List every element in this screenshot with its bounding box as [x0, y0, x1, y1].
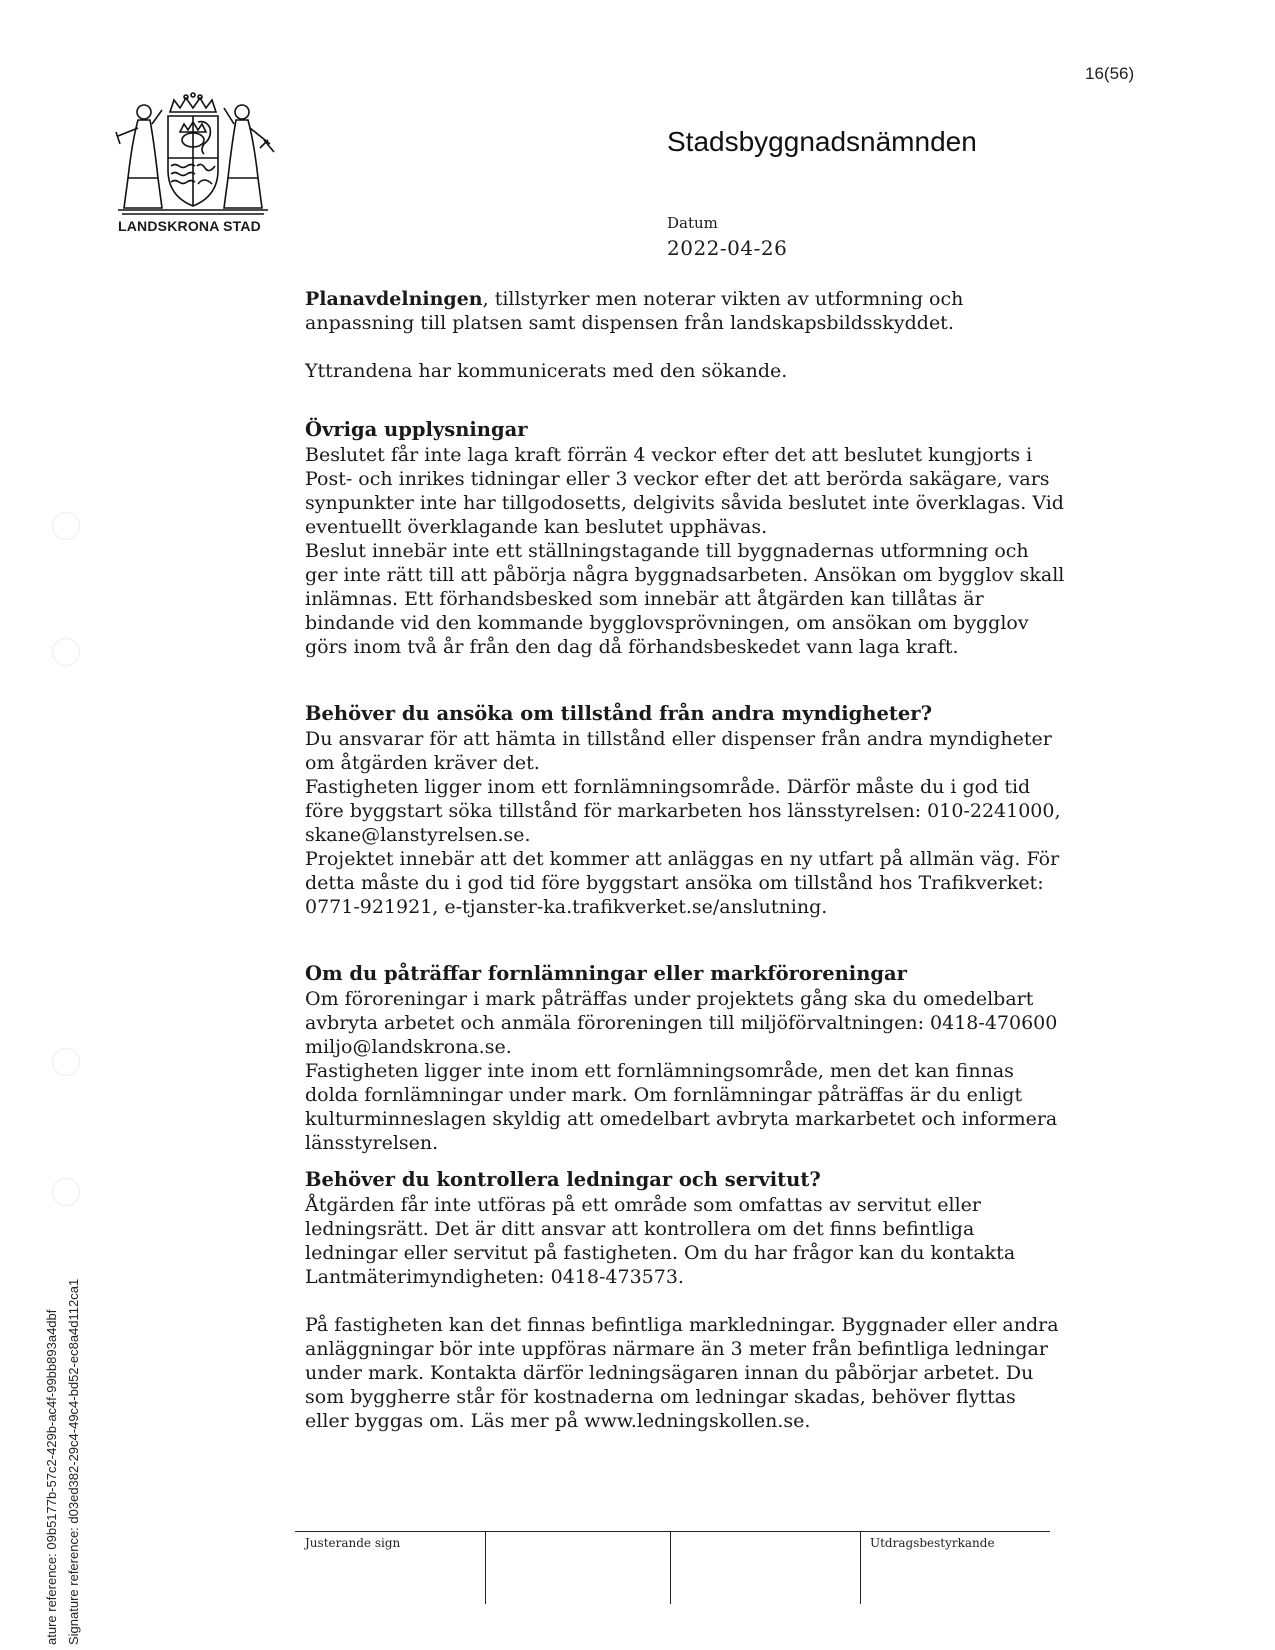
punch-hole-mark — [52, 512, 80, 540]
punch-hole-mark — [52, 1048, 80, 1076]
punch-hole-mark — [52, 1178, 80, 1206]
section-paragraph: På fastigheten kan det finnas befintliga markledningar. Byggnader eller andra anläggningar bör inte uppföras närmare än 3 meter från befintliga ledningar under mark. Kontakta därför ledningsägaren innan du påbörjar arbetet. Du som byggherre står för kostnaderna om ledningar skadas, behöver flyttas eller byggas om. Läs mer på www.ledningskollen.se. — [305, 1314, 1059, 1432]
section-paragraph: Projektet innebär att det kommer att anläggas en ny utfart på allmän väg. För detta måste du i god tid före byggstart ansöka om tillstånd hos Trafikverket: 0771-921921, e-tjanster-ka.trafikverket.se/anslutning. — [305, 848, 1060, 918]
section-paragraph: Fastigheten ligger inom ett fornlämningsområde. Därför måste du i god tid före byggstart söka tillstånd för markarbeten hos länsstyrelsen: 010-2241000, skane@lanstyrelsen.se. — [305, 776, 1061, 846]
planning-dept-name: Planavdelningen — [305, 288, 483, 310]
punch-hole-mark — [52, 638, 80, 666]
section-paragraph: Åtgärden får inte utföras på ett område som omfattas av servitut eller ledningsrätt. Det är ditt ansvar att kontrollera om det finns befintliga ledningar eller servitut på fastigheten. Om du har frågor kan du kontakta Lantmäterimyndigheten: 0418-473573. — [305, 1194, 1016, 1288]
planning-dept-paragraph — [305, 287, 1065, 335]
section-paragraph: Beslutet får inte laga kraft förrän 4 veckor efter det att beslutet kungjorts i Post- och inrikes tidningar eller 3 veckor efter det att berörda sakägare, vars synpunkter inte har tillgodosetts, delgivits såvida beslutet inte överklagas. Vid eventuellt överklagande kan beslutet upphävas. — [305, 444, 1064, 538]
section-heading-other-info: Övriga upplysningar — [305, 418, 528, 441]
footer-divider — [860, 1532, 861, 1604]
section-heading-permits: Behöver du ansöka om tillstånd från andra myndigheter? — [305, 702, 933, 725]
section-heading-utilities: Behöver du kontrollera ledningar och servitut? — [305, 1168, 821, 1191]
city-coat-of-arms-logo — [108, 92, 278, 222]
communication-paragraph: Yttrandena har kommunicerats med den sökande. — [305, 360, 788, 382]
section-paragraph: Beslut innebär inte ett ställningstagande till byggnadernas utformning och ger inte rätt till att påbörja några byggnadsarbeten. Ansökan om bygglov skall inlämnas. Ett förhandsbesked som innebär att åtgärden kan tillåtas är bindande vid den kommande bygglovsprövningen, om ansökan om bygglov görs inom två år från den dag då förhandsbeskedet vann laga kraft. — [305, 540, 1065, 658]
page-number: 16(56) — [1085, 64, 1135, 83]
date-label: Datum — [667, 214, 718, 232]
date-value: 2022-04-26 — [667, 236, 788, 260]
organization-name: LANDSKRONA STAD — [118, 218, 261, 234]
signature-reference-1: ature reference: 09b5177b-57c2-429b-ac4f-99bb893a4dbf — [44, 1309, 59, 1645]
section-paragraph: Fastigheten ligger inte inom ett fornlämningsområde, men det kan finnas dolda fornlämningar under mark. Om fornlämningar påträffas är du enligt kulturminneslagen skyldig att omedelbart avbryta markarbetet och informera länsstyrelsen. — [305, 1060, 1058, 1154]
section-paragraph: Du ansvarar för att hämta in tillstånd eller dispenser från andra myndigheter om åtgärden kräver det. — [305, 728, 1052, 774]
footer-divider — [485, 1532, 486, 1604]
planning-dept-text: , tillstyrker men noterar vikten av utformning och anpassning till platsen samt dispensen från landskapsbildsskyddet. — [305, 288, 964, 334]
adjusting-signature-label: Justerande sign — [305, 1536, 401, 1550]
footer-divider — [670, 1532, 671, 1604]
committee-title: Stadsbyggnadsnämnden — [667, 126, 977, 157]
extract-certification-label: Utdragsbestyrkande — [870, 1536, 995, 1550]
signature-reference-2: Signature reference: d03ed382-29c4-49c4-bd52-ec8a4d112ca1 — [66, 1278, 81, 1645]
signature-footer-table — [295, 1531, 1050, 1604]
section-paragraph: Om föroreningar i mark påträffas under projektets gång ska du omedelbart avbryta arbetet och anmäla föroreningen till miljöförvaltningen: 0418-470600 miljo@landskrona.se. — [305, 988, 1058, 1058]
section-heading-findings: Om du påträffar fornlämningar eller markföroreningar — [305, 962, 907, 985]
document-body — [305, 287, 1065, 1433]
